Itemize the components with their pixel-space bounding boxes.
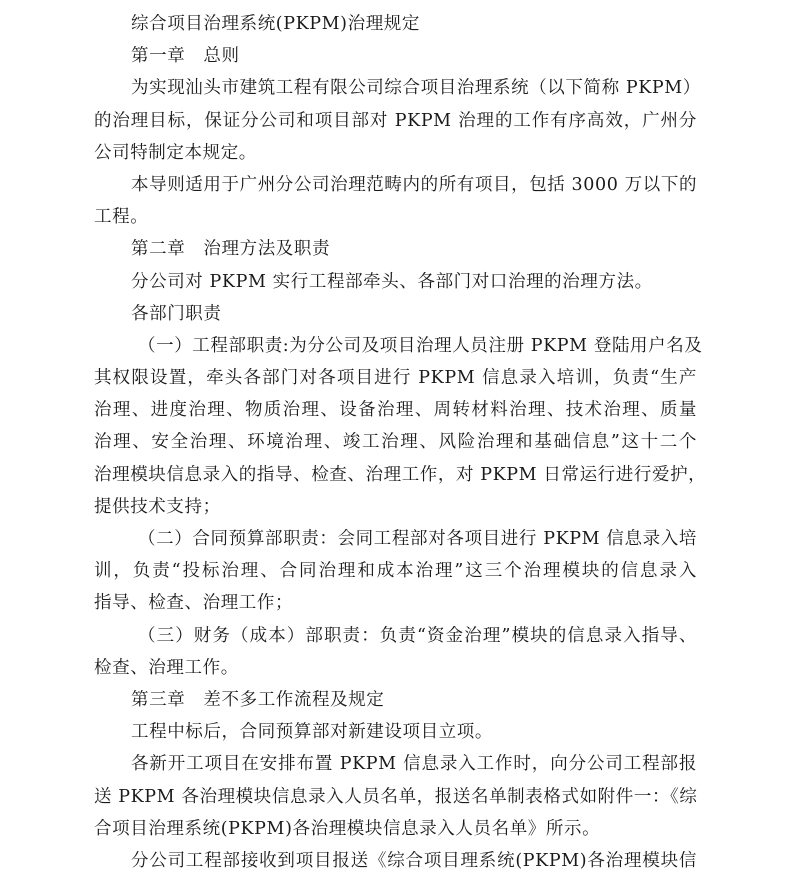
paragraph-line: 分公司对 PKPM 实行工程部牵头、各部门对口治理的治理方法。: [131, 271, 653, 292]
paragraph-line: 工程中标后，合同预算部对新建设项目立项。: [131, 722, 493, 743]
paragraph-line: （一）工程部职责:为分公司及项目治理人员注册 PKPM 登陆用户名及: [138, 335, 703, 356]
paragraph-line: 检查、治理工作。: [94, 657, 239, 678]
chapter-heading: 第二章 治理方法及职责: [131, 239, 331, 260]
chapter-heading: 第三章 差不多工作流程及规定: [131, 689, 385, 710]
paragraph-line: 治理、安全治理、环境治理、竣工治理、风险治理和基础信息”这十二个: [94, 432, 697, 453]
paragraph-line: 各新开工项目在安排布置 PKPM 信息录入工作时，向分公司工程部报: [131, 754, 697, 775]
paragraph-line: （三）财务（成本）部职责：负责“资金治理”模块的信息录入指导、: [138, 625, 697, 646]
paragraph-line: 指导、检查、治理工作；: [94, 593, 294, 614]
paragraph-line: 为实现汕头市建筑工程有限公司综合项目治理系统（以下简称 PKPM）: [131, 78, 701, 99]
paragraph-line: 的治理目标，保证分公司和项目部对 PKPM 治理的工作有序高效，广州分: [94, 110, 697, 131]
section-heading: 各部门职责: [131, 303, 222, 324]
paragraph-line: 分公司工程部接收到项目报送《综合项目理系统(PKPM)各治理模块信: [131, 850, 697, 871]
paragraph-line: 其权限设置，牵头各部门对各项目进行 PKPM 信息录入培训，负责“生产: [94, 368, 697, 389]
paragraph-line: 工程。: [94, 207, 149, 228]
paragraph-line: 治理、进度治理、物质治理、设备治理、周转材料治理、技术治理、质量: [94, 400, 697, 421]
paragraph-line: 训，负责“投标治理、合同治理和成本治理”这三个治理模块的信息录入: [94, 561, 697, 582]
paragraph-line: 提供技术支持；: [94, 496, 221, 517]
paragraph-line: 送 PKPM 各治理模块信息录入人员名单，报送名单制表格式如附件一：《综: [94, 786, 698, 807]
paragraph-line: 公司特制定本规定。: [94, 142, 257, 163]
paragraph-line: 治理模块信息录入的指导、检查、治理工作，对 PKPM 日常运行进行爱护，: [94, 464, 707, 485]
paragraph-line: 合项目治理系统(PKPM)各治理模块信息录入人员名单》所示。: [94, 818, 601, 839]
paragraph-line: 本导则适用于广州分公司治理范畴内的所有项目，包括 3000 万以下的: [131, 174, 698, 195]
chapter-heading: 第一章 总则: [131, 46, 240, 67]
document-title: 综合项目治理系统(PKPM)治理规定: [131, 14, 420, 34]
paragraph-line: （二）合同预算部职责：会同工程部对各项目进行 PKPM 信息录入培: [138, 529, 697, 549]
